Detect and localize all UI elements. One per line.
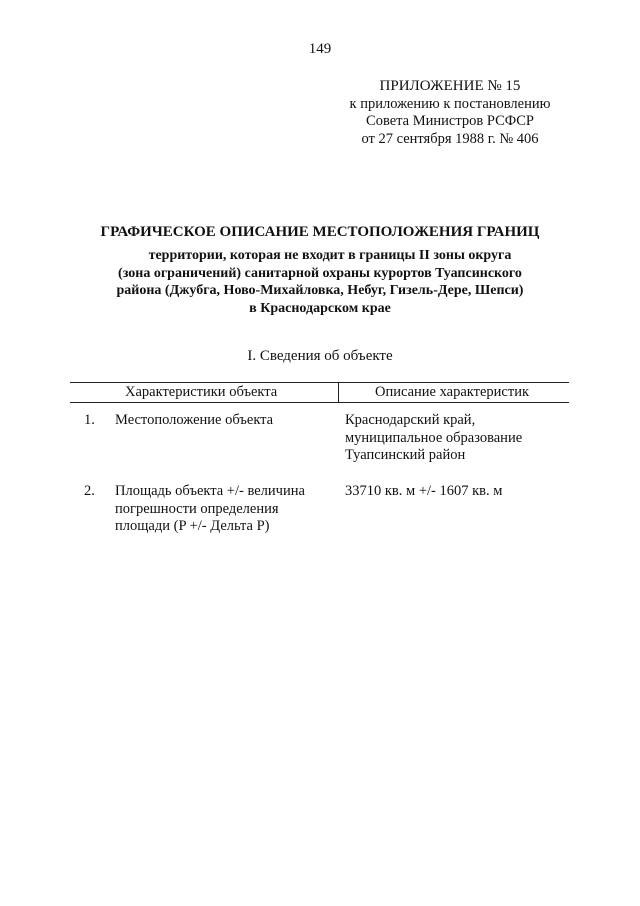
column-header-characteristic: Характеристики объекта	[125, 384, 278, 400]
document-subtitle	[80, 247, 560, 317]
row-description	[345, 412, 569, 465]
table-header	[70, 382, 569, 403]
characteristic-line: погрешности определения	[115, 500, 279, 517]
appendix-line: Совета Министров РСФСР	[366, 113, 534, 129]
description-line: 33710 кв. м +/- 1607 кв. м	[345, 483, 503, 499]
subtitle-line: территории, которая не входит в границы II зоны округа	[148, 248, 512, 263]
description-line: Краснодарский край,	[345, 412, 476, 428]
characteristic-line: Местоположение объекта	[115, 412, 274, 428]
document-title: ГРАФИЧЕСКОЕ ОПИСАНИЕ МЕСТОПОЛОЖЕНИЯ ГРАНИЦ	[100, 224, 540, 240]
subtitle-line: района (Джубга, Ново-Михайловка, Небуг, Гизель-Дере, Шепси)	[116, 283, 524, 298]
appendix-line: от 27 сентября 1988 г. № 406	[361, 130, 539, 147]
row-description	[345, 483, 569, 501]
column-divider	[338, 383, 339, 402]
row-number: 2.	[84, 483, 95, 499]
section-title: I. Сведения об объекте	[247, 348, 393, 364]
description-line: муниципальное образование	[345, 429, 523, 446]
object-info-table	[70, 382, 569, 534]
column-header-description: Описание характеристик	[375, 384, 530, 400]
description-line: Туапсинский район	[345, 447, 466, 463]
subtitle-line: в Краснодарском крае	[249, 300, 391, 316]
appendix-block	[300, 78, 600, 148]
subtitle-line: (зона ограничений) санитарной охраны курортов Туапсинского	[118, 265, 522, 281]
appendix-line: к приложению к постановлению	[349, 95, 551, 112]
row-number: 1.	[84, 412, 95, 428]
appendix-title: ПРИЛОЖЕНИЕ № 15	[379, 78, 521, 94]
page-number: 149	[308, 41, 332, 57]
row-characteristic	[115, 412, 340, 430]
characteristic-line: Площадь объекта +/- величина	[115, 483, 305, 499]
characteristic-line: площади (P +/- Дельта P)	[115, 518, 270, 534]
row-characteristic	[115, 483, 340, 536]
